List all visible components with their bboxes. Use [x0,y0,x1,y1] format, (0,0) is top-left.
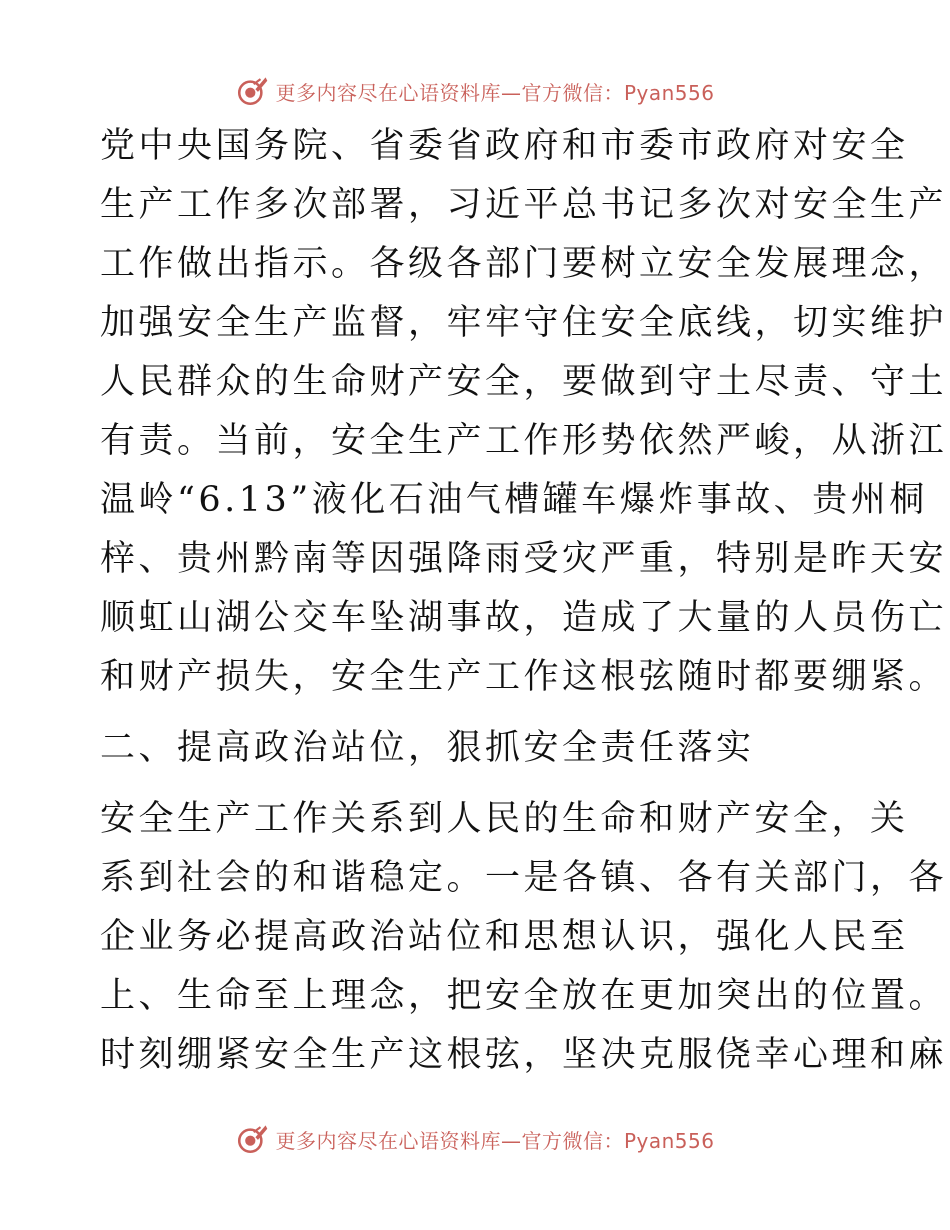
section-heading [100,719,860,778]
text-line: 上、生命至上理念，把安全放在更加突出的位置。 [100,976,948,1016]
text-line: 人民群众的生命财产安全，要做到守土尽责、守土 [100,362,948,402]
text-line: 企业务必提高政治站位和思想认识，强化人民至 [100,917,909,957]
text-line: 顺虹山湖公交车坠湖事故，造成了大量的人员伤亡 [100,598,948,638]
watermark-text: 更多内容尽在心语资料库—官方微信：Pyan556 [275,80,715,105]
text-line: 工作做出指示。各级各部门要树立安全发展理念， [100,244,948,284]
text-line: 党中央国务院、省委省政府和市委市政府对安全 [100,126,909,166]
text-line: 生产工作多次部署，习近平总书记多次对安全生产 [100,185,948,225]
text-line: 安全生产工作关系到人民的生命和财产安全，关 [100,799,909,839]
text-line: 系到社会的和谐稳定。一是各镇、各有关部门，各 [100,858,948,898]
watermark-text: 更多内容尽在心语资料库—官方微信：Pyan556 [275,1128,715,1153]
text-line: 有责。当前，安全生产工作形势依然严峻，从浙江 [100,421,948,461]
pen-nib-logo-icon [235,1122,269,1156]
paragraph [100,117,948,707]
paragraph-spacer [100,778,860,790]
paragraph-spacer [100,707,860,719]
footer-watermark [0,1119,950,1159]
pen-nib-logo-icon [235,74,269,108]
paragraph [100,790,948,1085]
text-line: 时刻绷紧安全生产这根弦，坚决克服侥幸心理和麻 [100,1035,948,1075]
text-line: 温岭“6.13”液化石油气槽罐车爆炸事故、贵州桐 [100,480,928,520]
text-line: 梓、贵州黔南等因强降雨受灾严重，特别是昨天安 [100,539,948,579]
heading-line: 二、提高政治站位，狠抓安全责任落实 [100,728,755,768]
header-watermark [0,71,950,111]
text-line: 加强安全生产监督，牢牢守住安全底线，切实维护 [100,303,948,343]
document-body [100,117,948,1085]
text-line: 和财产损失，安全生产工作这根弦随时都要绷紧。 [100,657,948,697]
